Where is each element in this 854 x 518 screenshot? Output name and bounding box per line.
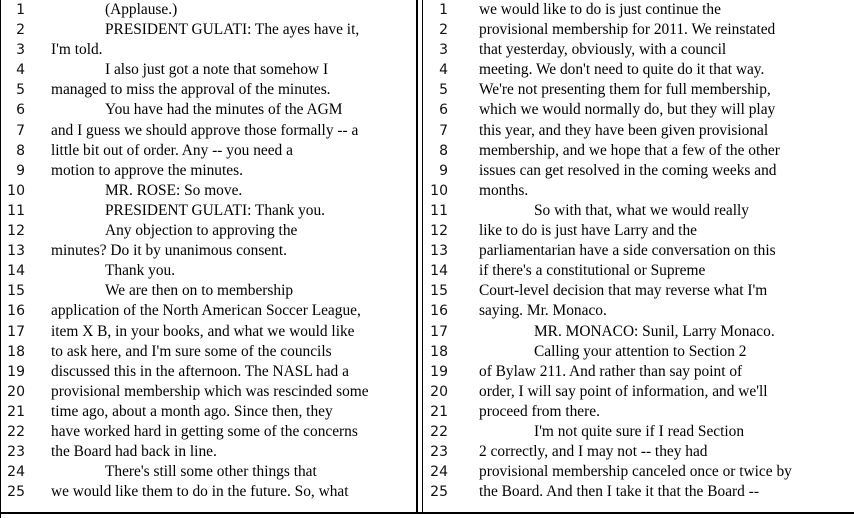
transcript-line <box>1 442 416 462</box>
transcript-line <box>424 301 854 321</box>
line-text: to ask here, and I'm sure some of the councils <box>51 342 332 360</box>
line-number: 8 <box>439 142 448 159</box>
line-text: which we would normally do, but they will play <box>479 101 776 119</box>
line-text: Calling your attention to Section 2 <box>534 342 747 360</box>
transcript-line <box>1 301 416 321</box>
line-text: application of the North American Soccer League, <box>51 302 361 320</box>
line-number: 17 <box>430 323 448 340</box>
line-number: 2 <box>16 22 25 39</box>
line-number: 14 <box>7 263 25 280</box>
line-number: 7 <box>16 122 25 139</box>
line-text: order, I will say point of information, and we'll <box>479 382 768 400</box>
line-number: 6 <box>16 102 25 119</box>
line-text: You have had the minutes of the AGM <box>105 101 343 119</box>
line-text: we would like them to do in the future. So, what <box>51 483 349 501</box>
line-number: 2 <box>439 22 448 39</box>
line-text: MR. MONACO: Sunil, Larry Monaco. <box>534 322 775 340</box>
line-text: Court-level decision that may reverse what I'm <box>479 282 768 300</box>
line-number: 14 <box>430 263 448 280</box>
line-text: Thank you. <box>105 262 176 280</box>
line-text: that yesterday, obviously, with a council <box>479 41 727 59</box>
transcript-line <box>1 161 416 181</box>
transcript-line <box>424 322 854 342</box>
transcript-line <box>424 201 854 221</box>
line-number: 23 <box>7 444 25 461</box>
line-number: 1 <box>439 2 448 18</box>
line-text: meeting. We don't need to quite do it that way. <box>479 61 765 79</box>
line-number: 20 <box>7 383 25 400</box>
transcript-line <box>424 362 854 382</box>
transcript-line <box>424 261 854 281</box>
transcript-line <box>1 462 416 482</box>
line-number: 1 <box>16 2 25 18</box>
transcript-line <box>1 221 416 241</box>
line-text: 2 correctly, and I may not -- they had <box>479 443 708 461</box>
line-number: 24 <box>430 464 448 481</box>
line-text: PRESIDENT GULATI: Thank you. <box>105 201 326 219</box>
transcript-line <box>424 422 854 442</box>
transcript-line <box>1 141 416 161</box>
transcript-column-right <box>424 0 854 502</box>
transcript-line <box>424 40 854 60</box>
transcript-line <box>424 80 854 100</box>
line-text: So with that, what we would really <box>534 201 750 219</box>
line-number: 15 <box>7 283 25 300</box>
line-number: 16 <box>430 303 448 320</box>
line-number: 19 <box>7 363 25 380</box>
column-divider <box>416 0 418 514</box>
line-text: months. <box>479 181 529 199</box>
line-number: 8 <box>16 142 25 159</box>
line-text: and I guess we should approve those formally -- a <box>51 121 359 139</box>
line-number: 9 <box>439 162 448 179</box>
line-text: little bit out of order. Any -- you need a <box>51 141 293 159</box>
transcript-line <box>1 281 416 301</box>
transcript-line <box>1 201 416 221</box>
line-number: 21 <box>7 403 25 420</box>
line-number: 5 <box>16 82 25 99</box>
transcript-line <box>424 60 854 80</box>
transcript-line <box>424 121 854 141</box>
line-text: the Board had back in line. <box>51 443 217 461</box>
line-number: 4 <box>439 62 448 79</box>
transcript-line <box>1 402 416 422</box>
line-text: provisional membership canceled once or twice by <box>479 463 792 481</box>
line-number: 21 <box>430 403 448 420</box>
transcript-line <box>424 382 854 402</box>
transcript-line <box>424 161 854 181</box>
transcript-line <box>1 40 416 60</box>
transcript-line <box>1 362 416 382</box>
line-number: 9 <box>16 162 25 179</box>
transcript-column-left <box>1 0 416 502</box>
transcript-line <box>1 382 416 402</box>
line-text: this year, and they have been given provisional <box>479 121 769 139</box>
line-number: 22 <box>430 423 448 440</box>
line-text: I'm not quite sure if I read Section <box>534 422 745 440</box>
line-text: issues can get resolved in the coming weeks and <box>479 161 777 179</box>
line-number: 15 <box>430 283 448 300</box>
transcript-line <box>1 20 416 40</box>
line-text: membership, and we hope that a few of the other <box>479 141 780 159</box>
transcript-line <box>1 241 416 261</box>
transcript-line <box>1 322 416 342</box>
transcript-line <box>424 241 854 261</box>
transcript-line <box>424 281 854 301</box>
line-text: item X B, in your books, and what we would like <box>51 322 355 340</box>
line-text: like to do is just have Larry and the <box>479 222 697 240</box>
line-number: 3 <box>439 42 448 59</box>
line-text: I also just got a note that somehow I <box>105 61 329 79</box>
line-text: have worked hard in getting some of the concerns <box>51 422 358 440</box>
line-number: 11 <box>430 202 448 219</box>
transcript-line <box>424 0 854 20</box>
line-text: saying. Mr. Monaco. <box>479 302 607 320</box>
transcript-line <box>1 100 416 120</box>
line-number: 17 <box>7 323 25 340</box>
line-number: 18 <box>430 343 448 360</box>
line-text: if there's a constitutional or Supreme <box>479 262 706 280</box>
line-text: of Bylaw 211. And rather than say point of <box>479 362 743 380</box>
line-text: minutes? Do it by unanimous consent. <box>51 242 287 260</box>
line-number: 18 <box>7 343 25 360</box>
transcript-line <box>1 0 416 20</box>
bottom-rule <box>1 512 854 514</box>
line-number: 3 <box>16 42 25 59</box>
line-number: 20 <box>430 383 448 400</box>
transcript-line <box>1 80 416 100</box>
transcript-line <box>1 342 416 362</box>
line-text: MR. ROSE: So move. <box>105 181 243 199</box>
transcript-line <box>1 121 416 141</box>
line-text: parliamentarian have a side conversation on this <box>479 242 776 260</box>
transcript-line <box>1 261 416 281</box>
line-number: 6 <box>439 102 448 119</box>
line-number: 7 <box>439 122 448 139</box>
column-divider-inner <box>422 0 423 514</box>
transcript-line <box>424 100 854 120</box>
line-text: I'm told. <box>51 41 103 59</box>
transcript-line <box>424 221 854 241</box>
line-text: PRESIDENT GULATI: The ayes have it, <box>105 21 360 39</box>
line-text: motion to approve the minutes. <box>51 161 243 179</box>
line-number: 25 <box>430 484 448 501</box>
transcript-line <box>1 482 416 502</box>
line-number: 4 <box>16 62 25 79</box>
transcript-line <box>424 20 854 40</box>
line-text: we would like to do is just continue the <box>479 1 721 18</box>
line-text: provisional membership which was rescinded some <box>51 382 369 400</box>
line-number: 12 <box>430 223 448 240</box>
line-number: 5 <box>439 82 448 99</box>
line-text: Any objection to approving the <box>105 222 298 240</box>
line-number: 10 <box>7 182 25 199</box>
line-number: 13 <box>7 243 25 260</box>
line-text: We're not presenting them for full membership, <box>479 81 771 99</box>
line-text: provisional membership for 2011. We reinstated <box>479 21 776 39</box>
line-number: 19 <box>430 363 448 380</box>
transcript-line <box>424 181 854 201</box>
line-text: discussed this in the afternoon. The NASL had a <box>51 362 349 380</box>
transcript-line <box>1 181 416 201</box>
line-text: the Board. And then I take it that the Board -- <box>479 483 759 501</box>
line-text: managed to miss the approval of the minutes. <box>51 81 331 99</box>
line-number: 10 <box>430 182 448 199</box>
line-text: (Applause.) <box>105 1 178 18</box>
line-number: 25 <box>7 484 25 501</box>
transcript-line <box>424 482 854 502</box>
line-number: 22 <box>7 423 25 440</box>
line-number: 23 <box>430 444 448 461</box>
transcript-line <box>424 141 854 161</box>
transcript-line <box>1 422 416 442</box>
transcript-line <box>424 342 854 362</box>
line-text: proceed from there. <box>479 402 600 420</box>
line-text: We are then on to membership <box>105 282 294 300</box>
transcript-line <box>424 402 854 422</box>
line-number: 13 <box>430 243 448 260</box>
line-number: 16 <box>7 303 25 320</box>
line-number: 11 <box>7 202 25 219</box>
transcript-line <box>1 60 416 80</box>
transcript-line <box>424 462 854 482</box>
line-number: 12 <box>7 223 25 240</box>
transcript-line <box>424 442 854 462</box>
line-number: 24 <box>7 464 25 481</box>
line-text: There's still some other things that <box>105 463 317 481</box>
line-text: time ago, about a month ago. Since then, they <box>51 402 333 420</box>
